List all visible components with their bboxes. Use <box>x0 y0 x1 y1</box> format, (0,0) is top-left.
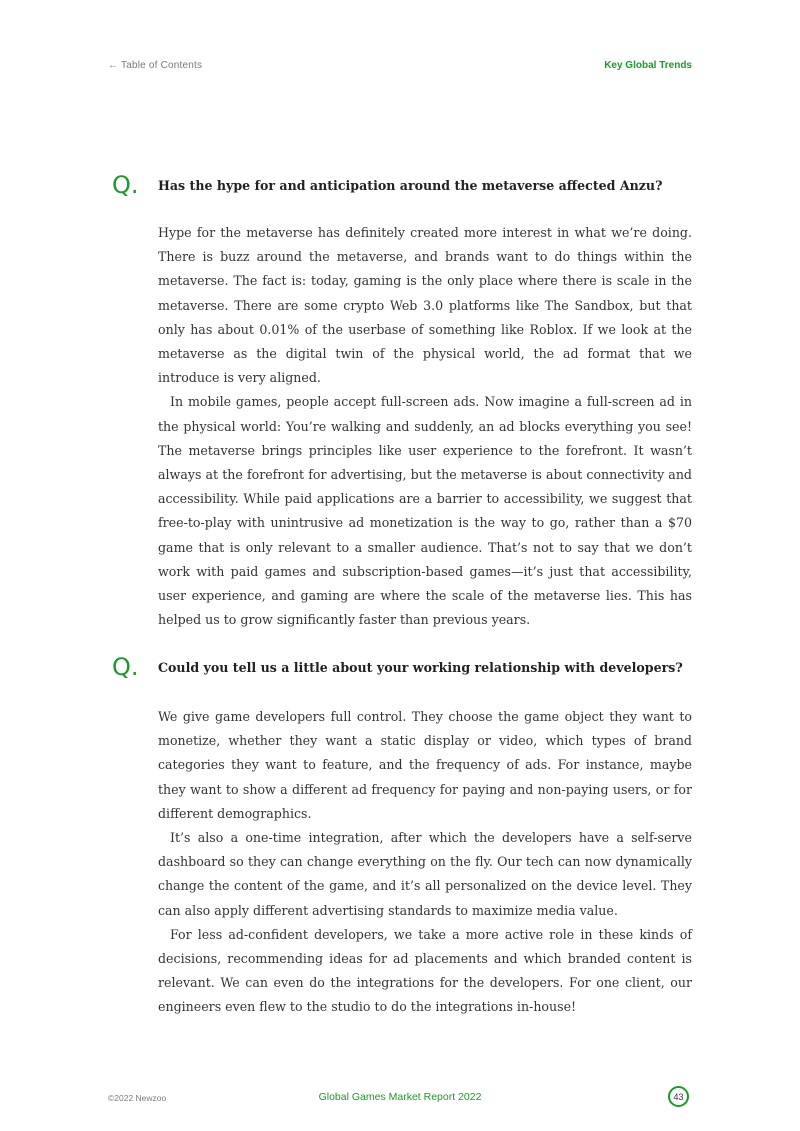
question-text: Has the hype for and anticipation around the metaverse affected Anzu? <box>158 178 663 193</box>
question-1 <box>112 173 702 197</box>
answer-paragraph: We give game developers full control. They choose the game object they want to monetize, whether they want a static display or video, which types of brand categories they want to feature, and the frequency of ads. For instance, maybe they want to show a different ad frequency for paying and non-paying users, or for different demographics. <box>158 709 692 821</box>
page-number-badge: 43 <box>668 1086 689 1107</box>
question-text: Could you tell us a little about your working relationship with developers? <box>158 660 683 675</box>
section-title: Key Global Trends <box>604 60 692 71</box>
answer-paragraph: Hype for the metaverse has definitely created more interest in what we’re doing. There is buzz around the metaverse, and brands want to do things within the metaverse. The fact is: today, gaming is the only place where there is scale in the metaverse. There are some crypto Web 3.0 platforms like The Sandbox, but that only has about 0.01% of the userbase of something like Roblox. If we look at the metaverse as the digital twin of the physical world, the ad format that we introduce is very aligned. <box>158 225 692 386</box>
question-2 <box>112 655 702 679</box>
table-of-contents-link[interactable]: ← Table of Contents <box>108 60 203 71</box>
answer-paragraph: It’s also a one-time integration, after which the developers have a self-serve dashboard so they can change everything on the fly. Our tech can now dynamically change the content of the game, and it’s all personalized on the device level. They can also apply different advertising standards to maximize media value. <box>158 830 692 918</box>
answer-1 <box>158 221 692 632</box>
report-title: Global Games Market Report 2022 <box>318 1091 482 1103</box>
answer-2 <box>158 705 692 1020</box>
answer-paragraph: In mobile games, people accept full-screen ads. Now imagine a full-screen ad in the physical world: You’re walking and suddenly, an ad blocks everything you see! The metaverse brings principles like user experience to the forefront. It wasn’t always at the forefront for advertising, but the metaverse is about connectivity and accessibility. While paid applications are a barrier to accessibility, we suggest that free-to-play with unintrusive ad monetization is the way to go, rather than a $70 game that is only relevant to a smaller audience. That’s not to say that we don’t work with paid games and subscription-based games—it’s just that accessibility, user experience, and gaming are where the scale of the metaverse lies. This has helped us to grow significantly faster than previous years. <box>158 394 692 628</box>
copyright: ©2022 Newzoo <box>108 1093 167 1103</box>
answer-paragraph: For less ad-confident developers, we take a more active role in these kinds of decisions, recommending ideas for ad placements and which branded content is relevant. We can even do the integrations for the developers. For one client, our engineers even flew to the studio to do the integrations in-house! <box>158 926 692 1015</box>
q-marker: Q. <box>112 653 139 681</box>
q-marker: Q. <box>112 171 139 199</box>
